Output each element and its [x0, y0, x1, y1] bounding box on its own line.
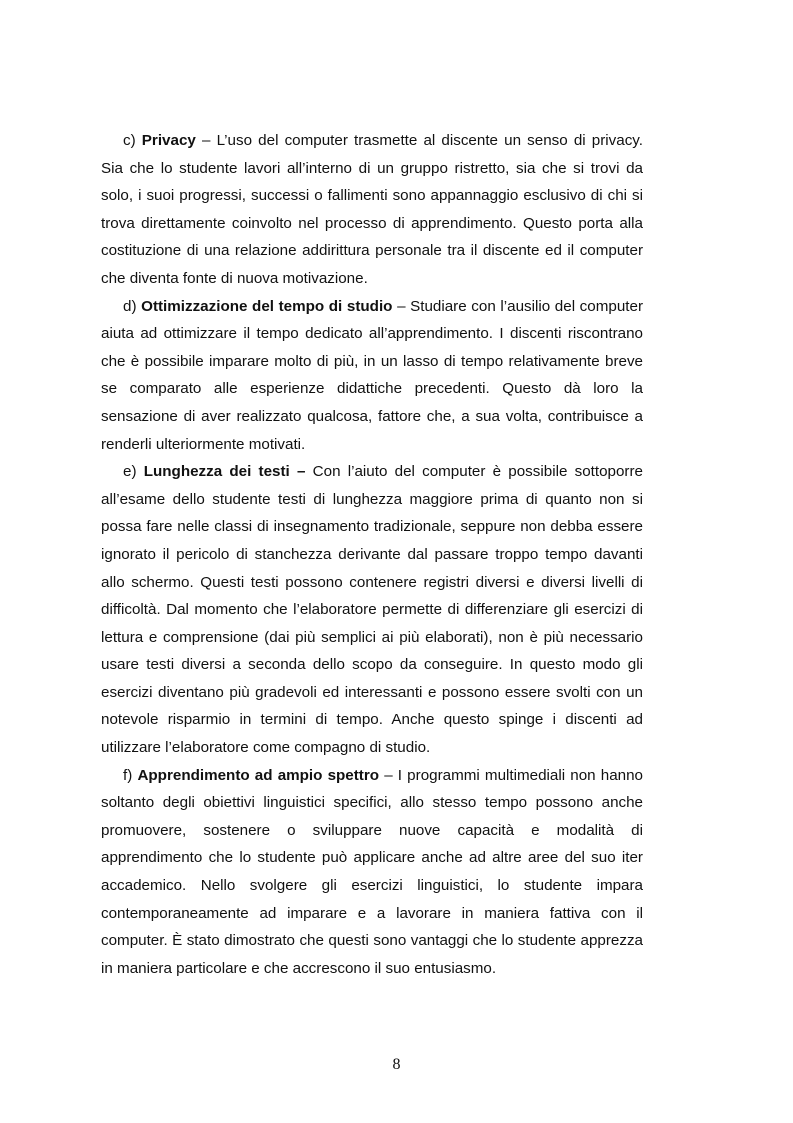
body-text — [101, 127, 643, 982]
paragraph-body: – L’uso del computer trasmette al discente un senso di privacy. Sia che lo studente lavori all’interno di un gruppo ristretto, sia che si trovi da solo, i suoi progressi, successi o fallimenti sono appannaggio esclusivo di chi si trova direttamente coinvolto nel processo di apprendimento. Questo porta alla costituzione di una relazione addirittura personale tra il discente ed il computer che diventa fonte di nuova motivazione. — [101, 132, 643, 287]
paragraph-heading: Lunghezza dei testi – — [143, 463, 306, 481]
paragraph-privacy — [101, 127, 643, 293]
page-number: 8 — [392, 1056, 401, 1073]
paragraph-body: – Studiare con l’ausilio del computer aiuta ad ottimizzare il tempo dedicato all’apprendimento. I discenti riscontrano che è possibile imparare molto di più, in un lasso di tempo relativamente breve se comparato alle esperienze didattiche precedenti. Questo dà loro la sensazione di aver realizzato qualcosa, fattore che, a sua volta, contribuisce a renderli ulteriormente motivati. — [101, 297, 643, 453]
paragraph-marker: f) — [123, 766, 138, 784]
paragraph-ottimizzazione — [101, 293, 643, 459]
paragraph-heading: Apprendimento ad ampio spettro — [137, 766, 380, 784]
paragraph-heading: Privacy — [141, 132, 196, 149]
paragraph-marker: c) — [123, 132, 142, 149]
paragraph-marker: d) — [123, 297, 142, 315]
paragraph-body: – I programmi multimediali non hanno soltanto degli obiettivi linguistici specifici, allo stesso tempo possono anche promuovere, sostenere o sviluppare nuove capacità e modalità di apprendimento che lo studente può applicare anche ad altre aree del suo iter accademico. Nello svolgere gli esercizi linguistici, lo studente impara contemporaneamente ad imparare e a lavorare in maniera fattiva con il computer. È stato dimostrato che questi sono vantaggi che lo studente apprezza in maniera particolare e che accrescono il suo entusiasmo. — [101, 766, 643, 977]
paragraph-heading: Ottimizzazione del tempo di studio — [141, 297, 393, 315]
paragraph-body: Con l’aiuto del computer è possibile sottoporre all’esame dello studente testi di lunghezza maggiore prima di quanto non si possa fare nelle classi di insegnamento tradizionale, seppure non debba essere ignorato il pericolo di stanchezza derivante dal passare troppo tempo davanti allo schermo. Questi testi possono contenere registri diversi e diversi livelli di difficoltà. Dal momento che l’elaboratore permette di differenziare gli esercizi di lettura e comprensione (dai più semplici ai più elaborati), non è più necessario usare testi diversi a seconda dello scopo da conseguire. In questo modo gli esercizi diventano più gradevoli ed interessanti e possono essere svolti con un notevole risparmio in termini di tempo. Anche questo spinge i discenti ad utilizzare l’elaboratore come compagno di studio. — [101, 463, 643, 757]
paragraph-apprendimento — [101, 762, 643, 983]
paragraph-marker: e) — [123, 463, 144, 481]
paragraph-lunghezza — [101, 458, 643, 762]
